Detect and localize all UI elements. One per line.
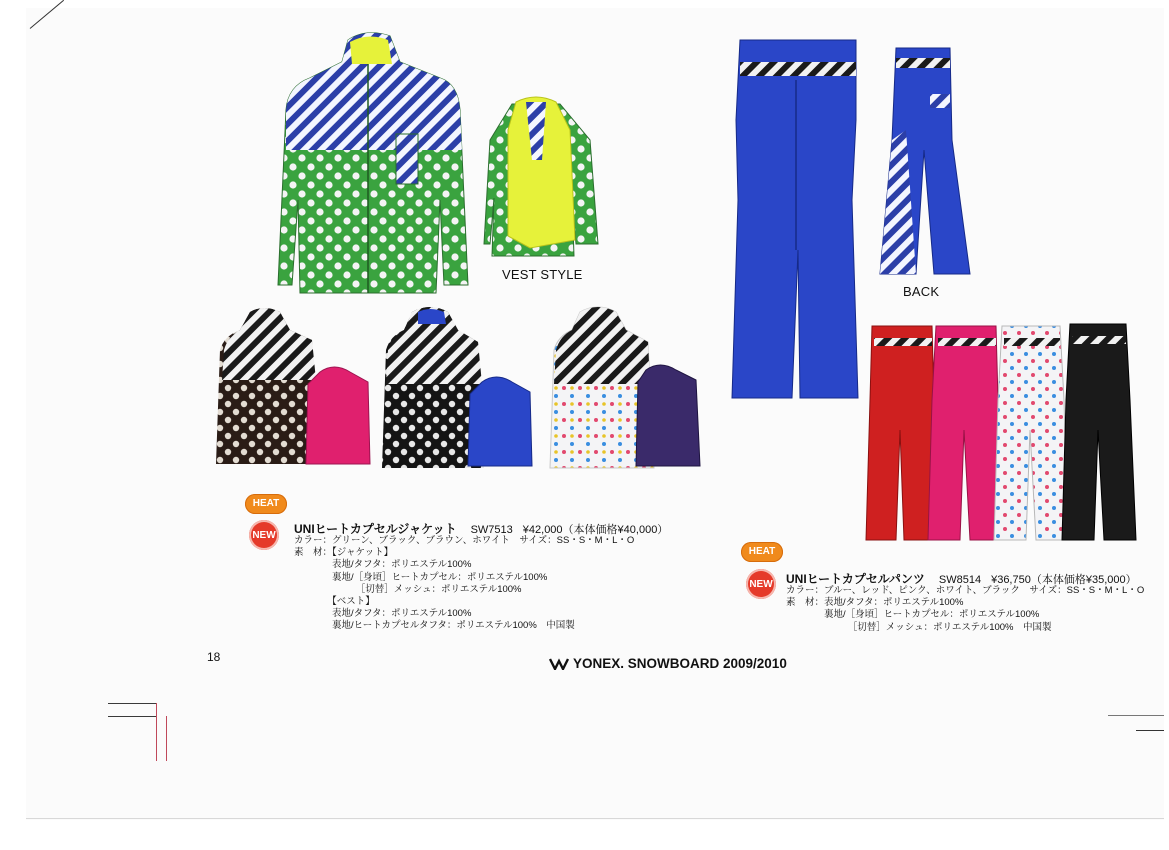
vest-style-photo <box>484 97 598 256</box>
spec-line: 素 材：表地/タフタ：ポリエステル100% <box>786 597 964 609</box>
spec-line: 裏地/ヒートカプセルタフタ：ポリエステル100% 中国製 <box>294 620 575 632</box>
spec-line: 素 材：【ジャケット】 <box>294 547 394 559</box>
spec-line: 【ベスト】 <box>294 595 375 607</box>
green-jacket-photo <box>278 33 468 293</box>
spec-line: ［切替］メッシュ：ポリエステル100% 中国製 <box>786 621 1052 633</box>
jacket-price: ¥42,000（本体価格¥40,000） <box>522 524 669 536</box>
blue-pants-back-photo <box>880 48 970 274</box>
blue-pants-front-photo <box>732 40 858 398</box>
black-jacket-set-photo <box>382 307 532 468</box>
pants-name: UNIヒートカプセルパンツ <box>786 572 925 586</box>
black-pants-photo <box>1062 324 1136 540</box>
new-badge: NEW <box>249 520 279 550</box>
spec-line: 表地/タフタ：ポリエステル100% <box>294 559 472 571</box>
footer-brand-text: YONEX. SNOWBOARD 2009/2010 <box>573 656 787 671</box>
heat-capsule-badge: HEAT <box>245 494 287 514</box>
pants-spec <box>786 585 1144 634</box>
red-pants-photo <box>866 326 938 540</box>
jacket-code: SW7513 <box>470 524 513 536</box>
page-number: 18 <box>207 650 221 664</box>
heat-capsule-badge: HEAT <box>741 542 783 562</box>
vest-style-caption: VEST STYLE <box>502 267 583 282</box>
pants-price: ¥36,750（本体価格¥35,000） <box>991 574 1137 586</box>
white-pants-photo <box>994 326 1068 540</box>
pants-code: SW8514 <box>938 574 982 586</box>
spec-line: 裏地/［身頃］ヒートカプセル：ポリエステル100% <box>786 609 1040 621</box>
yonex-logo-icon <box>549 658 569 670</box>
spec-line: 裏地/［身頃］ヒートカプセル：ポリエステル100% <box>294 571 548 583</box>
spec-line: ［切替］メッシュ：ポリエステル100% <box>294 583 522 595</box>
spec-line: 表地/タフタ：ポリエステル100% <box>294 608 472 620</box>
spec-line: カラー：グリーン、ブラック、ブラウン、ホワイト サイズ：SS・S・M・L・O <box>294 535 635 546</box>
jacket-name: UNIヒートカプセルジャケット <box>294 522 457 536</box>
pink-pants-photo <box>928 326 1000 540</box>
new-badge: NEW <box>746 569 776 599</box>
white-jacket-set-photo <box>550 307 700 468</box>
footer-brand <box>549 656 787 671</box>
back-caption: BACK <box>903 284 940 299</box>
jacket-spec <box>294 535 634 633</box>
spec-line: カラー：ブルー、レッド、ピンク、ホワイト、ブラック サイズ：SS・S・M・L・O <box>786 585 1145 596</box>
brown-jacket-set-photo <box>216 308 370 464</box>
